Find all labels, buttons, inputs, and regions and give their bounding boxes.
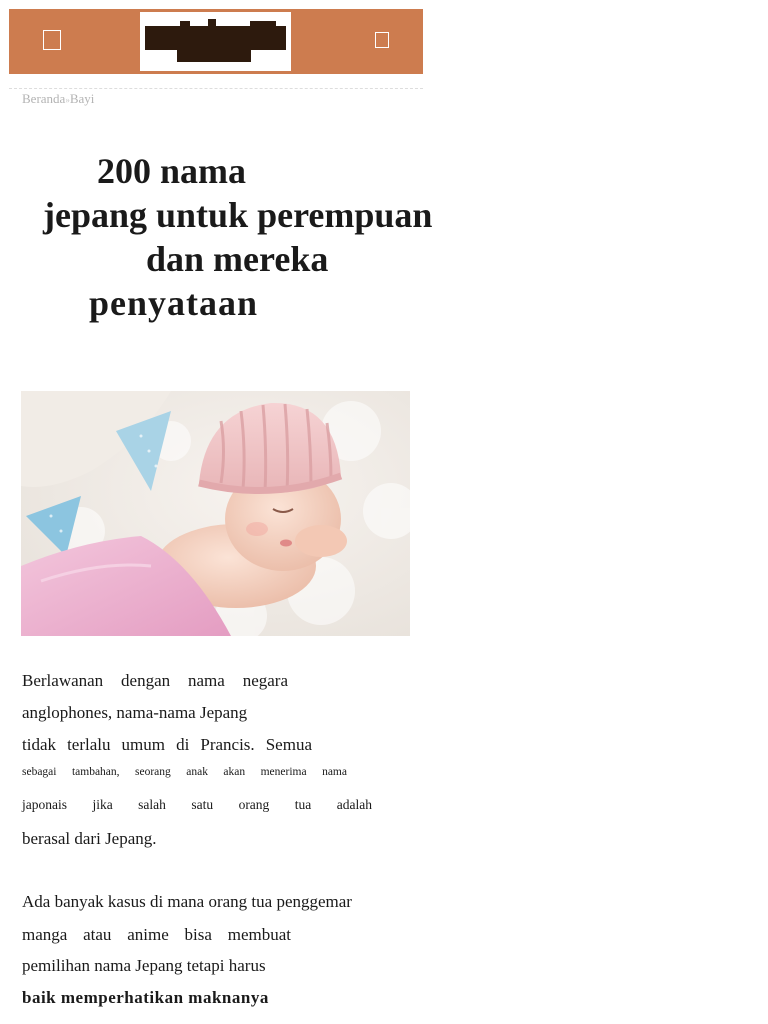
title-line: 200 nama [97,151,247,191]
site-logo[interactable] [140,12,291,71]
breadcrumb [22,91,94,107]
title-line: dan mereka [146,239,329,279]
paragraph-line: anglophones, nama-nama Jepang [22,703,248,722]
word: Prancis. [200,735,255,754]
title-line: penyataan [89,283,259,323]
paragraph-line [22,735,312,755]
hero-image-sleeping-baby [21,391,410,636]
search-icon[interactable] [375,32,389,48]
site-header [9,9,423,74]
paragraph-line-bold: baik memperhatikan maknanya [22,988,269,1007]
word: salah [138,797,166,812]
paragraph-line [22,671,288,691]
word: menerima [260,766,307,778]
word: di [176,735,190,754]
paragraph-line: pemilihan nama Jepang tetapi harus [22,956,266,975]
breadcrumb-current[interactable]: Bayi [69,91,95,106]
word: nama [188,671,225,690]
paragraph-line [22,925,291,945]
word: tambahan, [71,766,120,778]
word: umum [121,735,165,754]
paragraph-line [22,797,372,813]
word: atau [83,925,112,944]
paragraph-line [22,766,347,778]
logo-redacted-mark [250,21,276,29]
logo-redacted-mark [180,21,190,29]
paragraph-line: berasal dari Jepang. [22,829,157,848]
word: tidak [22,735,56,754]
logo-redacted-mark [208,19,216,28]
menu-icon[interactable] [43,30,61,50]
word: sebagai [22,766,57,778]
word: dengan [121,671,171,690]
logo-redacted-mark [177,48,251,62]
word: Berlawanan [22,671,104,690]
breadcrumb-separator: » [65,95,70,105]
word: bisa [184,925,212,944]
word: akan [223,766,246,778]
word: negara [242,671,288,690]
word: jika [92,797,113,812]
header-divider [9,88,423,89]
word: manga [22,925,68,944]
word: tua [294,797,312,812]
breadcrumb-home-link[interactable]: Beranda [22,91,66,106]
paragraph-line: Ada banyak kasus di mana orang tua penggemar [22,892,352,911]
word: orang [238,797,270,812]
word: terlalu [67,735,111,754]
logo-redacted-mark [145,26,286,50]
word: membuat [227,925,291,944]
title-line: jepang untuk perempuan [43,195,433,235]
word: anime [127,925,169,944]
word: nama [322,766,347,778]
word: adalah [336,797,372,812]
word: seorang [135,766,171,778]
word: satu [191,797,214,812]
word: Semua [265,735,312,754]
word: anak [186,766,208,778]
word: japonais [22,797,67,812]
